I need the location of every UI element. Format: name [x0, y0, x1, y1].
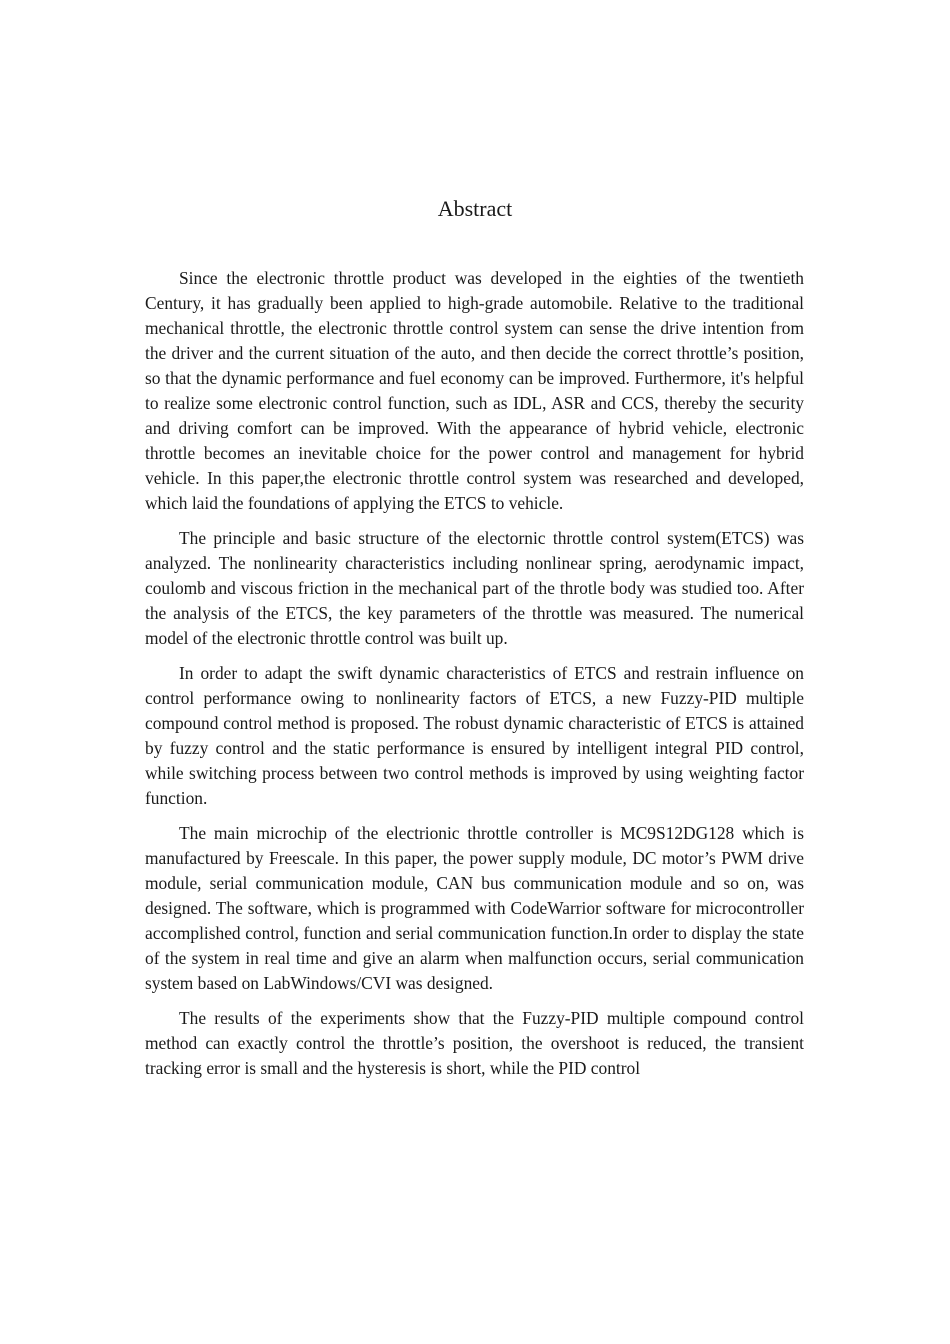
abstract-paragraph-2: The principle and basic structure of the electornic throttle control system(ETCS) was analyzed. The nonlinearity characteristics including nonlinear spring, aerodynamic impact, coulomb and viscous friction in the mechanical part of the throtle body was studied too. After the analysis of the ETCS, the key parameters of the throttle was measured. The numerical model of the electronic throttle control was built up.	[145, 528, 804, 648]
abstract-paragraph-3: In order to adapt the swift dynamic characteristics of ETCS and restrain influence on control performance owing to nonlinearity factors of ETCS, a new Fuzzy-PID multiple compound control method is proposed. The robust dynamic characteristic of ETCS is attained by fuzzy control and the static performance is ensured by intelligent integral PID control, while switching process between two control methods is improved by using weighting factor function.	[145, 663, 804, 808]
abstract-paragraph-5: The results of the experiments show that the Fuzzy-PID multiple compound control method can exactly control the throttle’s position, the overshoot is reduced, the transient tracking error is small and the hysteresis is short, while the PID control	[145, 1008, 804, 1078]
abstract-paragraph-1: Since the electronic throttle product was developed in the eighties of the twentieth Century, it has gradually been applied to high-grade automobile. Relative to the traditional mechanical throttle, the electronic throttle control system can sense the drive intention from the driver and the current situation of the auto, and then decide the correct throttle’s position, so that the dynamic performance and fuel economy can be improved. Furthermore, it's helpful to realize some electronic control function, such as IDL, ASR and CCS, thereby the security and driving comfort can be improved. With the appearance of hybrid vehicle, electronic throttle becomes an inevitable choice for the power control and management for hybrid vehicle. In this paper,the electronic throttle control system was researched and developed, which laid the foundations of applying the ETCS to vehicle.	[145, 268, 804, 513]
page-title: Abstract	[437, 196, 513, 221]
abstract-body	[145, 266, 804, 1091]
abstract-paragraph-4: The main microchip of the electrionic throttle controller is MC9S12DG128 which is manufactured by Freescale. In this paper, the power supply module, DC motor’s PWM drive module, serial communication module, CAN bus communication module and so on, was designed. The software, which is programmed with CodeWarrior software for microcontroller accomplished control, function and serial communication function.In order to display the state of the system in real time and give an alarm when malfunction occurs, serial communication system based on LabWindows/CVI was designed.	[145, 823, 804, 993]
